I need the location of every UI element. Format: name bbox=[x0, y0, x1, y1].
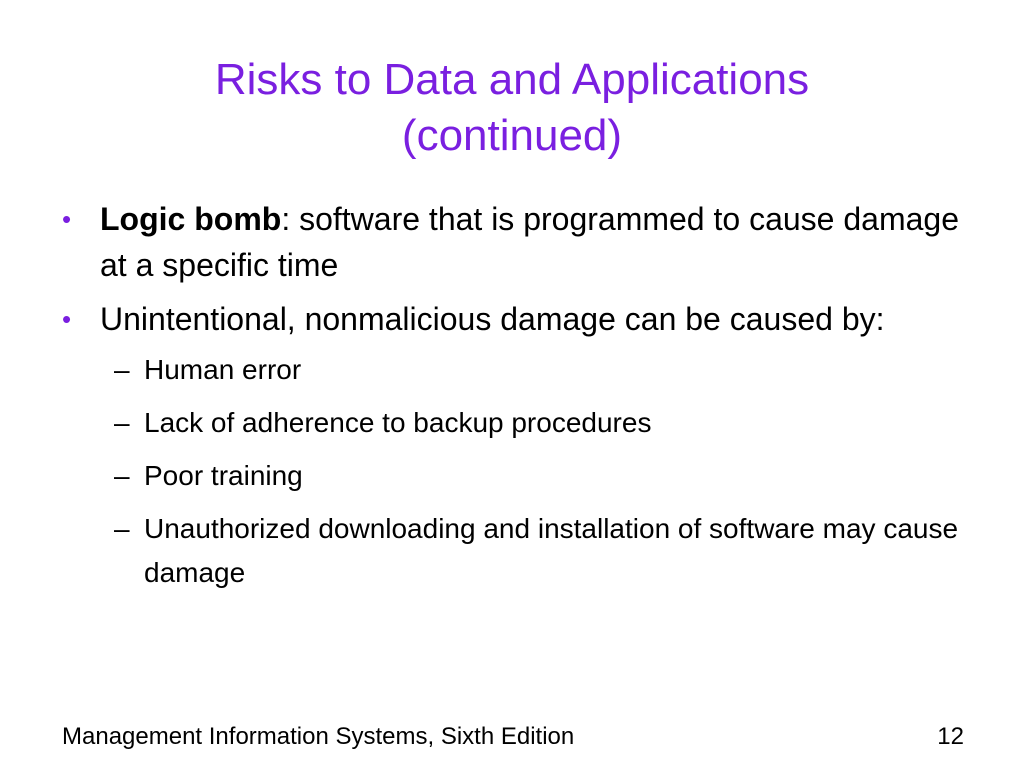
bullet-item-logic-bomb bbox=[62, 196, 962, 288]
footer-book-title: Management Information Systems, Sixth Edition bbox=[62, 723, 575, 750]
bullet-icon: • bbox=[62, 204, 72, 234]
dash-icon: – bbox=[114, 460, 130, 491]
sub-item-text: Poor training bbox=[144, 460, 303, 491]
bullet-icon: • bbox=[62, 304, 72, 334]
sub-item-unauthorized-downloading bbox=[100, 507, 962, 595]
sub-bullet-list bbox=[100, 348, 962, 595]
definition-logic-bomb: : software that is programmed to cause damage at a specific time bbox=[100, 201, 959, 283]
bullet-text: Unintentional, nonmalicious damage can be caused by: bbox=[100, 301, 885, 337]
sub-item-text: Human error bbox=[144, 354, 302, 385]
bullet-list bbox=[62, 196, 962, 604]
dash-icon: – bbox=[114, 354, 130, 385]
sub-item-human-error bbox=[100, 348, 962, 392]
bullet-item-unintentional-damage bbox=[62, 296, 962, 595]
sub-item-poor-training bbox=[100, 454, 962, 498]
title-line-1: Risks to Data and Applications bbox=[214, 55, 810, 104]
sub-item-text: Lack of adherence to backup procedures bbox=[144, 407, 652, 438]
dash-icon: – bbox=[114, 513, 130, 544]
slide-title bbox=[0, 52, 1024, 164]
title-line-2: (continued) bbox=[401, 111, 623, 160]
bullet-text bbox=[100, 201, 959, 283]
dash-icon: – bbox=[114, 407, 130, 438]
sub-item-backup-procedures bbox=[100, 401, 962, 445]
term-logic-bomb: Logic bomb bbox=[100, 201, 282, 237]
slide-number: 12 bbox=[937, 723, 964, 750]
sub-item-text: Unauthorized downloading and installation of software may cause damage bbox=[144, 513, 959, 588]
